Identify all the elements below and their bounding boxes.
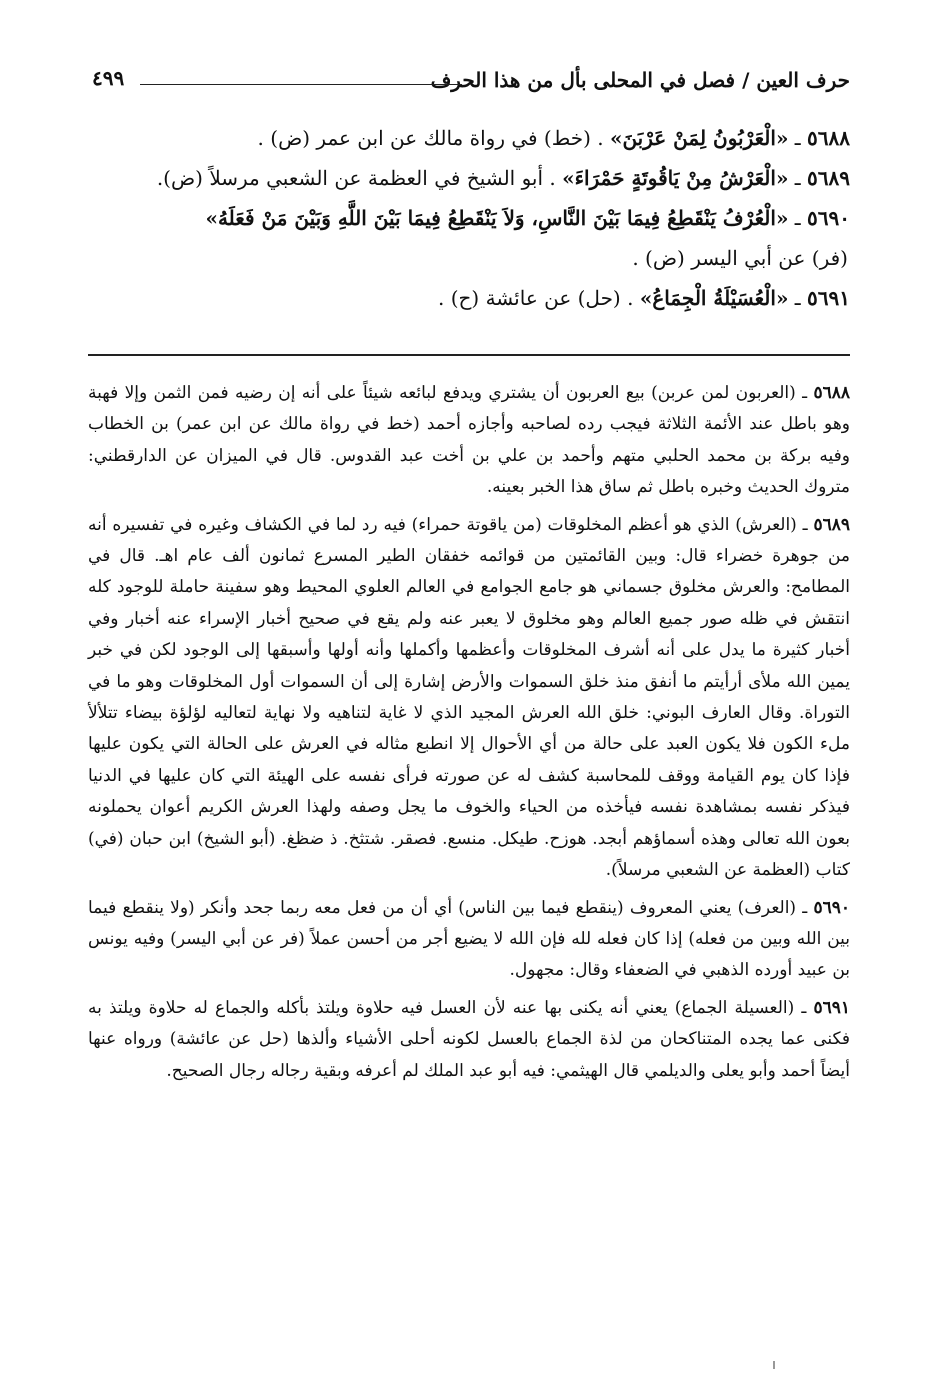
commentary-section [88, 378, 850, 1087]
commentary-entry: ٥٦٨٨ ـ (العربون لمن عربن) بيع العربون أن يشتري ويدفع لبائعه شيئاً على أنه إن رضيه فمن الثمن وإلا فهبة وهو باطل عند الأئمة الثلاثة فيجب رده لصاحبه وأجازه أحمد (خط في رواة مالك عن ابن عمر) بن الخطاب وفيه بركة بن محمد الحلبي متهم وأحمد بن علي بن أخت عبد القدوس. قال في الميزان عن الدارقطني: متروك الحديث وخبره باطل ثم ساق هذا الخبر بعينه. [88, 383, 851, 498]
hadith-entry: ٥٦٩١ ـ «الْعُسَيْلَةُ الْجِمَاعُ» . (حل) عن عائشة (ح) . [438, 286, 850, 310]
commentary-number: ٥٦٨٩ [813, 514, 850, 535]
hadith-source: . أبو الشيخ في العظمة عن الشعبي مرسلاً (ض). [156, 166, 556, 190]
commentary-number: ٥٦٩٠ [813, 897, 851, 918]
commentary-text: (العربون لمن عربن) بيع العربون أن يشتري ويدفع لبائعه شيئاً على أنه إن رضيه فمن الثمن وإلا فهبة وهو باطل عند الأئمة الثلاثة فيجب رده لصاحبه وأجازه أحمد (خط في رواة مالك عن ابن عمر) بن الخطاب وفيه بركة بن محمد الحلبي متهم وأحمد بن علي بن أخت عبد القدوس. قال في الميزان عن الدارقطني: متروك الحديث وخبره باطل ثم ساق هذا الخبر بعينه. [88, 383, 850, 498]
commentary-entry: ٥٦٨٩ ـ (العرش) الذي هو أعظم المخلوقات (من ياقوتة حمراء) فيه رد لما في الكشاف وغيره في تفسيره أنه من جوهرة خضراء قال: وبين القائمتين من قوائمه خفقان الطير المسرع ثمانون ألف عام اهـ. قال في المطامح: والعرش مخلوق جسماني هو جامع الجوامع في العالم العلوي المحيط وهو سفينة حاملة للوجود كله انتقش في ظله صور جميع العالم وهو مخلوق لا يعبر عنه ولم يقع في صحيح أخبار الإسراء عنه أخبار وفي أخبار كثيرة ما يدل على أنه أشرف المخلوقات وأعظمها وأكملها وأنه أولها وأسبقها إلى الوجود لكن في خبر يمين الله ملأى أرأيتم ما أنفق منذ خلق السموات والأرض إشارة إلى أن السموات أول المخلوقات وهو ما في التوراة. وقال العارف البوني: خلق الله العرش المجيد الذي لا غاية لتناهيه ولا نهاية لتعاليه لؤلؤة بيضاء تتلألأ ملء الكون فلا يكون العبد على حالة من أي الأحوال إلا انطبع مثاله في العرش على الحالة التي يكون عليها فإذا كان يوم القيامة ووقف للمحاسبة كشف له عن صورته فرأى نفسه على الهيئة التي كان عليها في الدنيا فيذكر نفسه بمشاهدة نفسه فيأخذه من الحياء والخوف ما يجل وصفه ولهذا العرش الكريم أعوان يحملونه بعون الله تعالى وهذه أسماؤهم أبجد. هوزح. طيكل. منسع. فصقر. شتثخ. ذ ضظغ. (أبو الشيخ) ابن حبان (في) كتاب (العظمة عن الشعبي مرسلاً). [88, 514, 850, 881]
hadith-source: . (خط) في رواة مالك عن ابن عمر (ض) . [257, 126, 604, 150]
commentary-number: ٥٦٨٨ [813, 383, 851, 403]
commentary-entry: ٥٦٩١ ـ (العسيلة الجماع) يعني أنه يكنى بها عنه لأن العسل فيه حلاوة ويلتذ بأكله والجماع له حلاوة ويلتذ به فكنى عما يجده المتناكحان من لذة الجماع بالعسل لكونه أحلى الأشياء وألذها (حل عن عائشة) ورواه عنها أيضاً أحمد وأبو يعلى والديلمي قال الهيثمي: فيه أبو عبد الملك لم أعرفه وبقية رجاله رجال الصحيح. [88, 997, 850, 1081]
hadith-entry: ٥٦٨٩ ـ «الْعَرْشُ مِنْ يَاقُوتَةٍ حَمْرَاءَ» . أبو الشيخ في العظمة عن الشعبي مرسلاً (ض). [156, 166, 850, 190]
commentary-entry: ٥٦٩٠ ـ (العرف) يعني المعروف (ينقطع فيما بين الناس) أي أن من فعل معه ربما جحد وأنكر (ولا ينقطع فيما بين الله وبين من فعله) إذا كان فعله لله فإن الله لا يضيع أجر من أحسن عملاً (فر عن أبي اليسر) وفيه يونس بن عبيد أورده الذهبي في الضعفاء وقال: مجهول. [88, 897, 851, 981]
hadith-entry: ٥٦٨٨ ـ «الْعَرْبُونُ لِمَنْ عَرْبَنَ» . (خط) في رواة مالك عن ابن عمر (ض) . [257, 126, 850, 150]
hadith-number: ٥٦٨٩ [807, 166, 850, 190]
hadith-number: ٥٦٩٠ [807, 206, 850, 230]
page-number: ٤٩٩ [92, 66, 125, 90]
commentary-text: (العسيلة الجماع) يعني أنه يكنى بها عنه لأن العسل فيه حلاوة ويلتذ بأكله والجماع له حلاوة ويلتذ به فكنى عما يجده المتناكحان من لذة الجماع بالعسل لكونه أحلى الأشياء وألذها (حل عن عائشة) ورواه عنها أيضاً أحمد وأبو يعلى والديلمي قال الهيثمي: فيه أبو عبد الملك لم أعرفه وبقية رجاله رجال الصحيح. [88, 997, 850, 1081]
hadith-source-line [88, 238, 848, 278]
header-rule [140, 84, 462, 85]
commentary-text: (العرف) يعني المعروف (ينقطع فيما بين الناس) أي أن من فعل معه ربما جحد وأنكر (ولا ينقطع فيما بين الله وبين من فعله) إذا كان فعله لله فإن الله لا يضيع أجر من أحسن عملاً (فر عن أبي اليسر) وفيه يونس بن عبيد أورده الذهبي في الضعفاء وقال: مجهول. [88, 897, 850, 981]
hadith-text: «الْعَرْشُ مِنْ يَاقُوتَةٍ حَمْرَاءَ» [562, 166, 789, 190]
hadith-entry: ٥٦٩٠ ـ «الْعُرْفُ يَنْقَطِعُ فِيمَا بَيْنَ النَّاسِ، وَلاَ يَنْقَطِعُ فِيمَا بَيْنَ اللَّهِ وَبَيْنَ مَنْ فَعَلَهُ» [205, 206, 850, 230]
hadith-text: «الْعُسَيْلَةُ الْجِمَاعُ» [639, 286, 789, 310]
running-header [88, 60, 850, 100]
header-title: حرف العين / فصل في المحلى بأل من هذا الحرف [430, 68, 850, 92]
hadith-list [88, 118, 850, 318]
hadith-number: ٥٦٨٨ [807, 126, 850, 150]
hadith-source: . (حل) عن عائشة (ح) . [438, 286, 634, 310]
hadith-text: «الْعَرْبُونُ لِمَنْ عَرْبَنَ» [609, 126, 789, 150]
hadith-number: ٥٦٩١ [807, 286, 850, 310]
page [88, 60, 850, 1093]
hadith-source: (فر) عن أبي اليسر (ض) . [632, 246, 848, 270]
commentary-text: (العرش) الذي هو أعظم المخلوقات (من ياقوتة حمراء) فيه رد لما في الكشاف وغيره في تفسيره أنه من جوهرة خضراء قال: وبين القائمتين من قوائمه خفقان الطير المسرع ثمانون ألف عام اهـ. قال في المطامح: والعرش مخلوق جسماني هو جامع الجوامع في العالم العلوي المحيط وهو سفينة حاملة للوجود كله انتقش في ظله صور جميع العالم وهو مخلوق لا يعبر عنه ولم يقع في صحيح أخبار الإسراء عنه أخبار وفي أخبار كثيرة ما يدل على أنه أشرف المخلوقات وأعظمها وأكملها وأنه أولها وأسبقها إلى الوجود لكن في خبر يمين الله ملأى أرأيتم ما أنفق منذ خلق السموات والأرض إشارة إلى أن السموات أول المخلوقات وهو ما في التوراة. وقال العارف البوني: خلق الله العرش المجيد الذي لا غاية لتناهيه ولا نهاية لتعاليه لؤلؤة بيضاء تتلألأ ملء الكون فلا يكون العبد على حالة من أي الأحوال إلا انطبع مثاله في العرش على الحالة التي يكون عليها فإذا كان يوم القيامة ووقف للمحاسبة كشف له عن صورته فرأى نفسه على الهيئة التي كان عليها في الدنيا فيذكر نفسه بمشاهدة نفسه فيأخذه من الحياء والخوف ما يجل وصفه ولهذا العرش الكريم أعوان يحملونه بعون الله تعالى وهذه أسماؤهم أبجد. هوزح. طيكل. منسع. فصقر. شتثخ. ذ ضظغ. (أبو الشيخ) ابن حبان (في) كتاب (العظمة عن الشعبي مرسلاً). [88, 514, 850, 881]
commentary-number: ٥٦٩١ [813, 997, 850, 1018]
scan-mark [773, 1361, 775, 1369]
footnote-divider [88, 354, 850, 356]
hadith-text: «الْعُرْفُ يَنْقَطِعُ فِيمَا بَيْنَ النَّاسِ، وَلاَ يَنْقَطِعُ فِيمَا بَيْنَ اللَّهِ وَبَيْنَ مَنْ فَعَلَهُ» [205, 206, 789, 230]
